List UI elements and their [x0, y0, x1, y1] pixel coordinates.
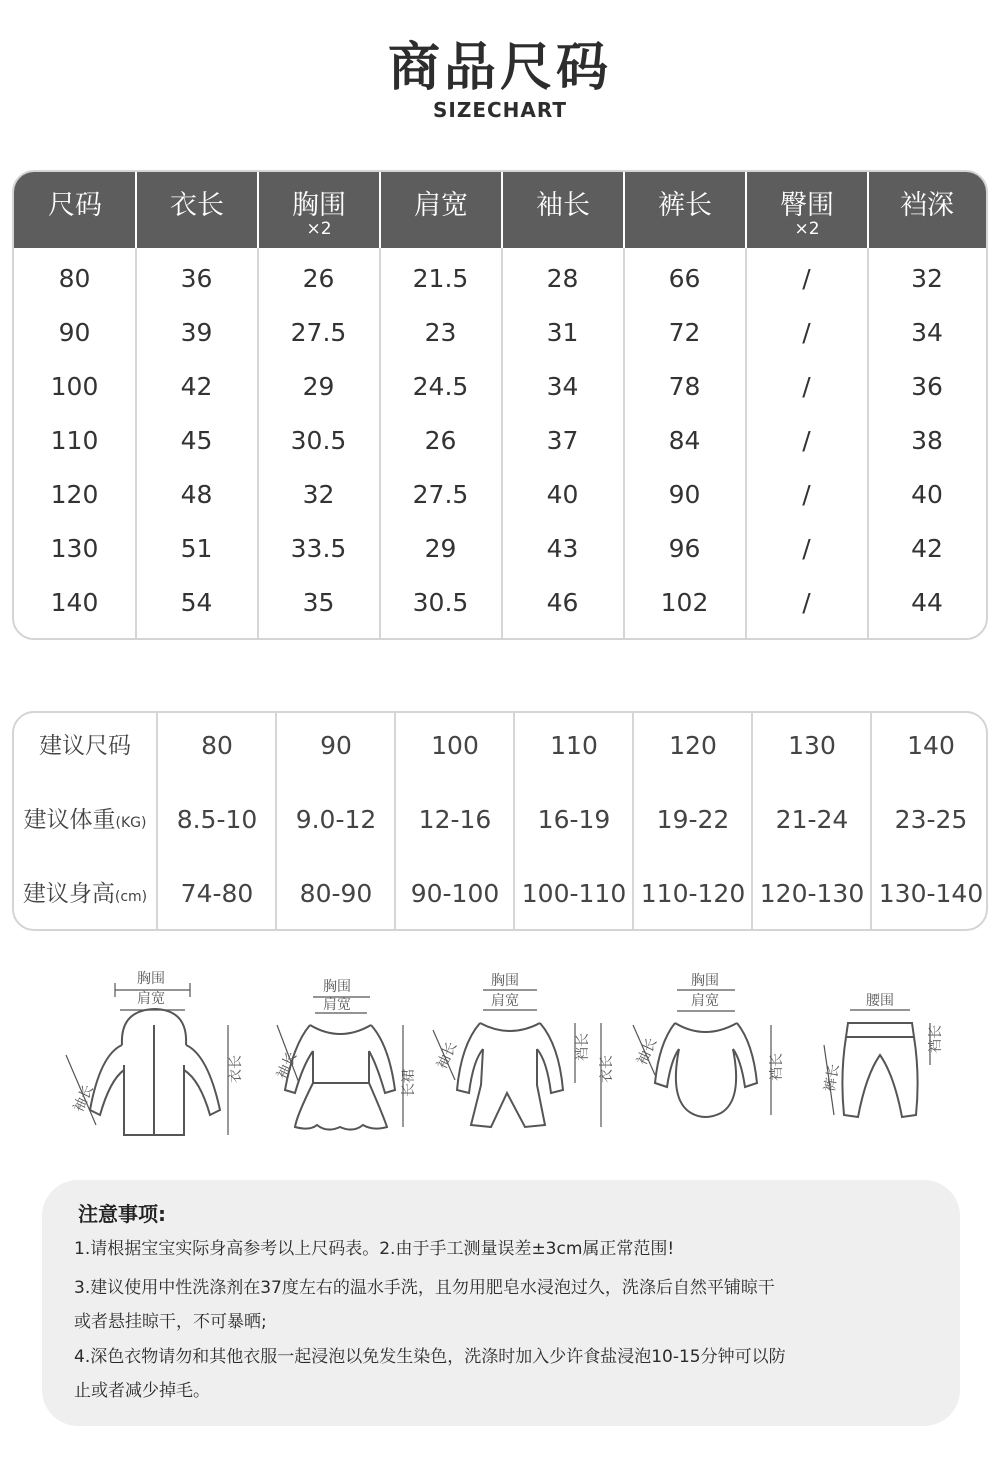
recommend-cell: 16-19: [537, 805, 611, 834]
recommend-cell: 21-24: [775, 805, 849, 834]
table-cell: 45: [180, 426, 213, 455]
table-cell: 46: [546, 588, 579, 617]
dress-sleeve-label: 袖长: [274, 1049, 301, 1082]
table-cell: 26: [302, 264, 335, 293]
recommend-cell: 80: [201, 731, 233, 760]
table-cell: 96: [668, 534, 701, 563]
table-cell: /: [802, 426, 811, 455]
jacket-chest-label: 胸围: [137, 971, 165, 987]
table-cell: 102: [660, 588, 709, 617]
recommend-cell: 9.0-12: [295, 805, 377, 834]
romper-shoulder-label: 肩宽: [691, 993, 719, 1009]
recommend-cell: 120-130: [759, 879, 865, 908]
jumpsuit-sleeve-label: 袖长: [434, 1039, 461, 1072]
notes-title: 注意事项:: [78, 1202, 166, 1226]
jumpsuit-illustration: [425, 965, 620, 1145]
recommend-row-label: 建议尺码: [39, 733, 131, 759]
dress-chest-label: 胸围: [323, 979, 351, 995]
pants-crotch-label: 裆长: [928, 1025, 944, 1053]
pants-waist-label: 腰围: [866, 993, 894, 1009]
romper-illustration: [625, 965, 795, 1145]
table-cell: 32: [911, 264, 943, 293]
table-cell: 66: [668, 264, 701, 293]
recommend-cell: 110: [550, 731, 598, 760]
table-cell: 30.5: [412, 588, 469, 617]
size-chart-header: [14, 172, 986, 248]
jumpsuit-length-label: 衣长: [599, 1055, 615, 1083]
note-line: 3.建议使用中性洗涤剂在37度左右的温水手洗，且勿用肥皂水浸泡过久，洗涤后自然平铺晾干: [74, 1278, 775, 1298]
jacket-length-label: 衣长: [228, 1055, 244, 1083]
dress-length-label: 长裙: [401, 1069, 417, 1097]
romper-sleeve-label: 袖长: [634, 1035, 661, 1068]
table-cell: 29: [424, 534, 457, 563]
recommend-table: [12, 711, 988, 931]
notes-box: [42, 1180, 960, 1426]
table-cell: /: [802, 264, 811, 293]
recommend-cell: 140: [907, 731, 955, 760]
pants-illustration: [810, 965, 950, 1145]
table-cell: 32: [302, 480, 335, 509]
romper-chest-label: 胸围: [691, 973, 719, 989]
jacket-illustration: [60, 965, 250, 1145]
page-subtitle: SIZECHART: [432, 98, 568, 122]
header-shoulder: 肩宽: [414, 190, 468, 221]
table-cell: 40: [911, 480, 943, 509]
romper-crotch-label: 裆长: [769, 1053, 785, 1081]
table-cell: 42: [180, 372, 213, 401]
table-cell: 38: [911, 426, 943, 455]
table-cell: 27.5: [412, 480, 469, 509]
jumpsuit-crotch-label: 裆长: [575, 1033, 591, 1061]
recommend-cell: 100-110: [521, 879, 627, 908]
header-length: 衣长: [170, 190, 224, 221]
table-cell: 36: [911, 372, 943, 401]
recommend-cell: 110-120: [640, 879, 746, 908]
recommend-row-label: 建议身高(cm): [22, 881, 148, 907]
table-cell: 34: [546, 372, 579, 401]
page-title: 商品尺码: [387, 38, 612, 98]
table-cell: 30.5: [290, 426, 347, 455]
recommend-cell: 19-22: [656, 805, 730, 834]
table-cell: /: [802, 372, 811, 401]
table-cell: 51: [180, 534, 213, 563]
header-crotch: 裆深: [900, 190, 954, 221]
table-cell: 72: [668, 318, 701, 347]
table-cell: 120: [50, 480, 99, 509]
header-chest: 胸围 ×2: [292, 190, 346, 239]
recommend-cell: 74-80: [180, 879, 254, 908]
table-cell: 40: [546, 480, 579, 509]
table-cell: 80: [58, 264, 91, 293]
table-cell: 44: [911, 588, 943, 617]
table-cell: 35: [302, 588, 335, 617]
table-cell: 78: [668, 372, 701, 401]
table-cell: 24.5: [412, 372, 469, 401]
note-line: 止或者减少掉毛。: [74, 1381, 210, 1401]
jumpsuit-shoulder-label: 肩宽: [491, 993, 519, 1009]
table-cell: 48: [180, 480, 213, 509]
header-pants-length: 裤长: [658, 190, 712, 221]
table-cell: 27.5: [290, 318, 347, 347]
table-cell: 39: [180, 318, 213, 347]
recommend-row-label: 建议体重(KG): [23, 807, 147, 833]
recommend-cell: 130: [788, 731, 836, 760]
table-cell: 130: [50, 534, 99, 563]
header-sleeve: 袖长: [536, 190, 590, 221]
dress-illustration: [265, 965, 415, 1145]
table-cell: /: [802, 318, 811, 347]
table-cell: /: [802, 480, 811, 509]
recommend-cell: 23-25: [894, 805, 968, 834]
recommend-cell: 12-16: [418, 805, 492, 834]
table-cell: 100: [50, 372, 99, 401]
table-cell: 140: [50, 588, 99, 617]
table-cell: 31: [546, 318, 579, 347]
table-cell: 90: [58, 318, 91, 347]
table-cell: 37: [546, 426, 579, 455]
note-line: 4.深色衣物请勿和其他衣服一起浸泡以免发生染色，洗涤时加入少许食盐浸泡10-15分钟可以防: [74, 1347, 786, 1367]
table-cell: 36: [180, 264, 213, 293]
table-cell: 42: [911, 534, 943, 563]
jumpsuit-chest-label: 胸围: [491, 973, 519, 989]
table-cell: 23: [424, 318, 457, 347]
table-cell: 21.5: [412, 264, 469, 293]
table-cell: 34: [911, 318, 943, 347]
note-line: 1.请根据宝宝实际身高参考以上尺码表。2.由于手工测量误差±3cm属正常范围!: [74, 1239, 675, 1259]
jacket-sleeve-label: 袖长: [70, 1082, 97, 1115]
recommend-cell: 130-140: [878, 879, 984, 908]
note-line: 或者悬挂晾干，不可暴晒;: [74, 1312, 267, 1332]
table-cell: /: [802, 534, 811, 563]
recommend-cell: 90: [320, 731, 352, 760]
table-cell: 28: [546, 264, 579, 293]
table-cell: 90: [668, 480, 701, 509]
recommend-cell: 8.5-10: [176, 805, 258, 834]
size-chart-table: [12, 170, 988, 640]
jacket-shoulder-label: 肩宽: [137, 991, 165, 1007]
recommend-cell: 120: [669, 731, 717, 760]
table-cell: 29: [302, 372, 335, 401]
recommend-cell: 90-100: [410, 879, 500, 908]
dress-shoulder-label: 肩宽: [323, 997, 351, 1013]
table-cell: /: [802, 588, 811, 617]
header-hip: 臀围 ×2: [780, 190, 834, 239]
table-cell: 54: [180, 588, 213, 617]
table-cell: 84: [668, 426, 701, 455]
recommend-cell: 100: [431, 731, 479, 760]
pants-length-label: 裤长: [821, 1062, 843, 1094]
table-cell: 26: [424, 426, 457, 455]
table-cell: 43: [546, 534, 579, 563]
header-size: 尺码: [48, 190, 102, 221]
recommend-cell: 80-90: [299, 879, 373, 908]
table-cell: 33.5: [290, 534, 347, 563]
table-cell: 110: [50, 426, 99, 455]
